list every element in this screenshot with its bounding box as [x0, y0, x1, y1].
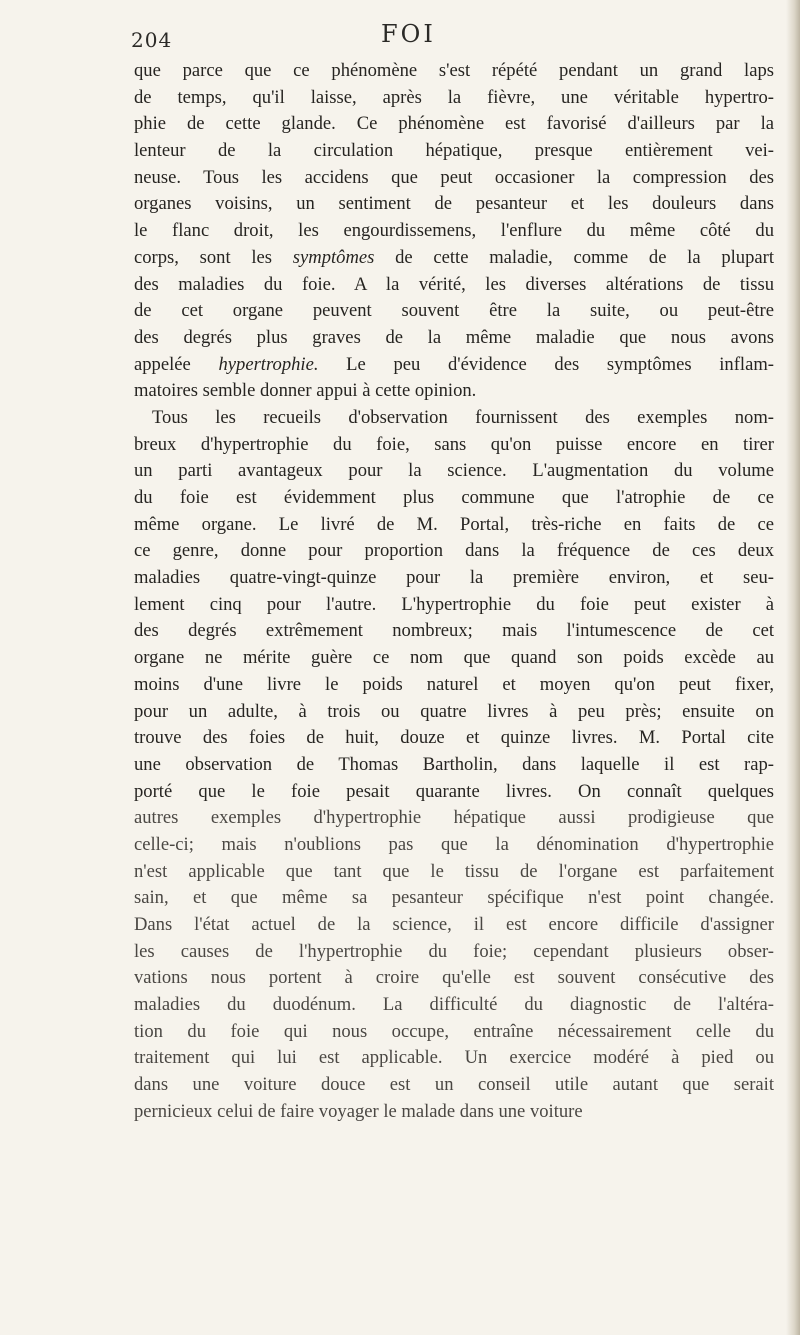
text-line: phie de cette glande. Ce phénomène est favorisé d'ailleurs par la: [134, 113, 774, 135]
text-line: porté que le foie pesait quarante livres. On connaît quelques: [134, 780, 774, 802]
text-line: maladies du duodénum. La difficulté du diagnostic de l'altéra-: [134, 994, 774, 1016]
text-line: vations nous portent à croire qu'elle est souvent consécutive des: [134, 967, 774, 989]
text-line: même organe. Le livré de M. Portal, très-riche en faits de ce: [134, 513, 774, 535]
text-line: lenteur de la circulation hépatique, presque entièrement vei-: [134, 140, 774, 162]
text-line: des maladies du foie. A la vérité, les diverses altérations de tissu: [134, 273, 774, 295]
text-line: un parti avantageux pour la science. L'augmentation du volume: [134, 460, 774, 482]
text-line: breux d'hypertrophie du foie, sans qu'on puisse encore en tirer: [134, 433, 774, 455]
text-line: pour un adulte, à trois ou quatre livres à peu près; ensuite on: [134, 700, 774, 722]
text-line: n'est applicable que tant que le tissu de l'organe est parfaitement: [134, 860, 774, 882]
text-line: pernicieux celui de faire voyager le malade dans une voiture: [134, 1100, 583, 1122]
text-line: dans une voiture douce est un conseil utile autant que serait: [134, 1074, 774, 1096]
text-line: moins d'une livre le poids naturel et moyen qu'on peut fixer,: [134, 673, 774, 695]
text-line: le flanc droit, les engourdissemens, l'enflure du même côté du: [134, 220, 774, 242]
text-line: des degrés extrêmement nombreux; mais l'intumescence de cet: [134, 620, 774, 642]
text-line: trouve des foies de huit, douze et quinze livres. M. Portal cite: [134, 727, 774, 749]
text-line: organe ne mérite guère ce nom que quand son poids excède au: [134, 647, 774, 669]
text-line: appelée hypertrophie. Le peu d'évidence des symptômes inflam-: [134, 353, 774, 375]
text-line: neuse. Tous les accidens que peut occasioner la compression des: [134, 166, 774, 188]
text-line: de temps, qu'il laisse, après la fièvre, une véritable hypertro-: [134, 86, 774, 108]
text-line: de cet organe peuvent souvent être la suite, ou peut-être: [134, 300, 774, 322]
text-line: organes voisins, un sentiment de pesanteur et les douleurs dans: [134, 193, 774, 215]
text-line: tion du foie qui nous occupe, entraîne nécessairement celle du: [134, 1020, 774, 1042]
text-line: matoires semble donner appui à cette opinion.: [134, 380, 477, 402]
text-line: traitement qui lui est applicable. Un exercice modéré à pied ou: [134, 1047, 774, 1069]
text-line: les causes de l'hypertrophie du foie; cependant plusieurs obser-: [134, 940, 774, 962]
text-line: maladies quatre-vingt-quinze pour la première environ, et seu-: [134, 567, 774, 589]
text-line: du foie est évidemment plus commune que l'atrophie de ce: [134, 487, 774, 508]
page-header: [131, 20, 771, 56]
text-line: ce genre, donne pour proportion dans la fréquence de ces deux: [134, 540, 774, 562]
text-line: Dans l'état actuel de la science, il est encore difficile d'assigner: [134, 914, 774, 935]
text-line: Tous les recueils d'observation fournissent des exemples nom-: [152, 406, 774, 428]
text-line: sain, et que même sa pesanteur spécifique n'est point changée.: [134, 887, 774, 909]
text-line: celle-ci; mais n'oublions pas que la dénomination d'hypertrophie: [134, 833, 774, 855]
body-text: [134, 58, 774, 1126]
text-line: une observation de Thomas Bartholin, dans laquelle il est rap-: [134, 753, 774, 775]
text-line: autres exemples d'hypertrophie hépatique aussi prodigieuse que: [134, 807, 774, 829]
page-edge-shadow: [786, 0, 800, 1335]
text-line: corps, sont les symptômes de cette maladie, comme de la plupart: [134, 246, 774, 268]
running-head: FOI: [381, 20, 436, 48]
page-number: 204: [131, 28, 173, 52]
text-line: des degrés plus graves de la même maladie que nous avons: [134, 326, 774, 348]
text-line: lement cinq pour l'autre. L'hypertrophie du foie peut exister à: [134, 593, 774, 615]
text-line: que parce que ce phénomène s'est répété pendant un grand laps: [134, 60, 774, 81]
